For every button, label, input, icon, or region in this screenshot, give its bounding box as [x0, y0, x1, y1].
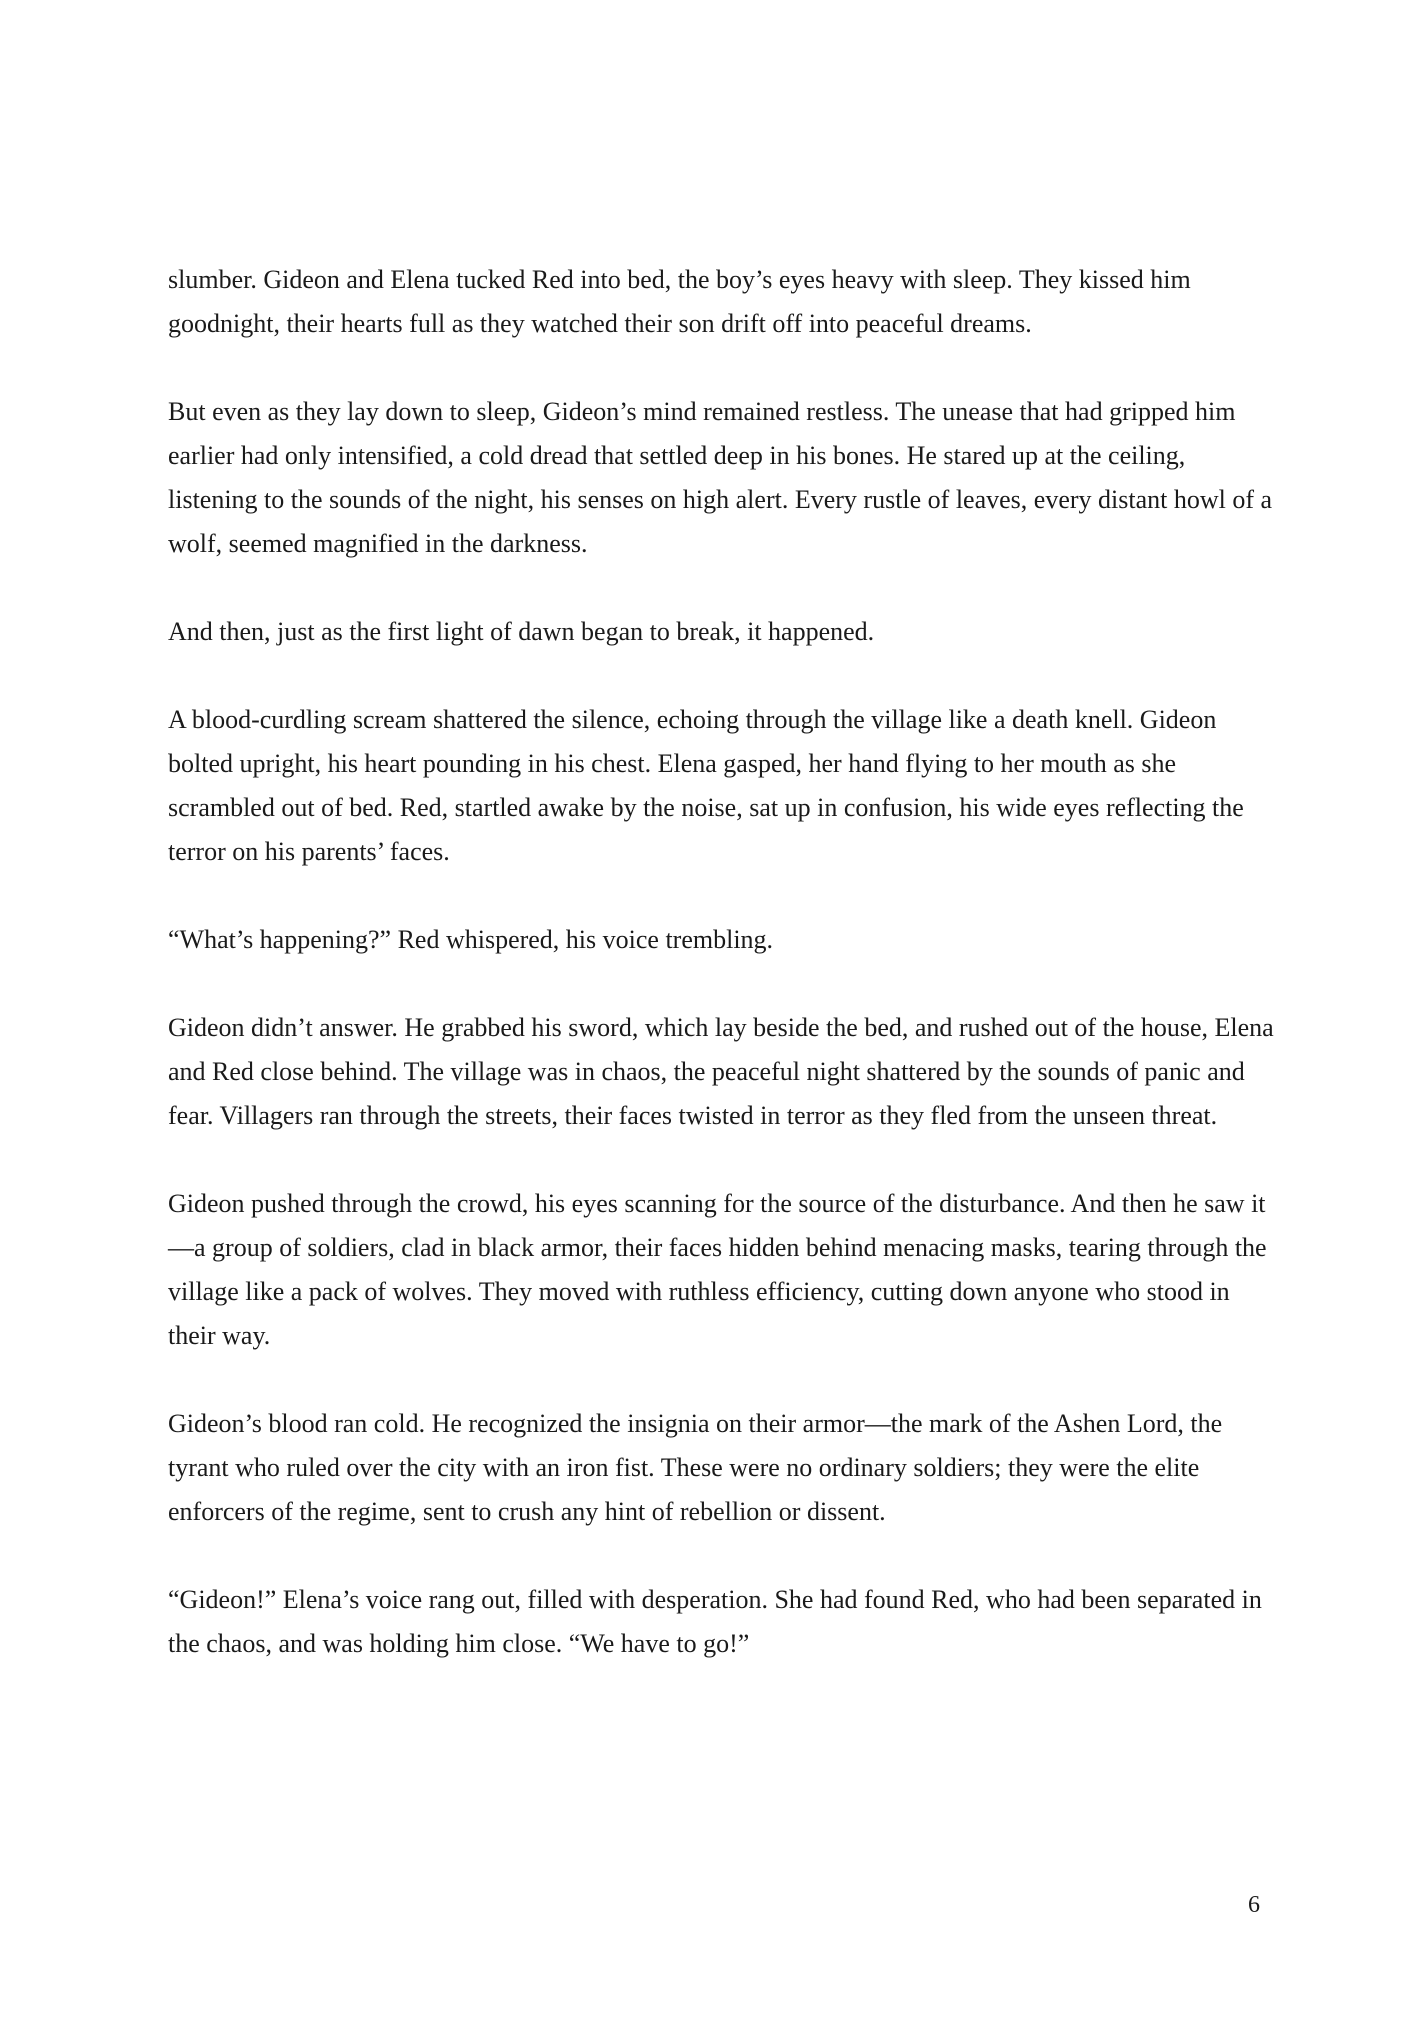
paragraph: “What’s happening?” Red whispered, his voice trembling. — [168, 925, 774, 954]
paragraph: slumber. Gideon and Elena tucked Red into bed, the boy’s eyes heavy with sleep. They kissed him goodnight, their hearts full as they watched their son drift off into peaceful dreams. — [168, 265, 1191, 338]
paragraph: Gideon’s blood ran cold. He recognized the insignia on their armor—the mark of the Ashen Lord, the tyrant who ruled over the city with an iron fist. These were no ordinary soldiers; they were the elite enforcers of the regime, sent to crush any hint of rebellion or dissent. — [168, 1409, 1223, 1526]
body-text — [168, 258, 1278, 1710]
paragraph: A blood-curdling scream shattered the silence, echoing through the village like a death knell. Gideon bolted upright, his heart pounding in his chest. Elena gasped, her hand flying to her mouth as she scrambled out of bed. Red, startled awake by the noise, sat up in confusion, his wide eyes reflecting the terror on his parents’ faces. — [168, 705, 1244, 866]
page-number: 6 — [1248, 1892, 1260, 1918]
paragraph: And then, just as the first light of dawn began to break, it happened. — [168, 617, 875, 646]
paragraph: Gideon didn’t answer. He grabbed his sword, which lay beside the bed, and rushed out of the house, Elena and Red close behind. The village was in chaos, the peaceful night shattered by the sounds of panic and fear. Villagers ran through the streets, their faces twisted in terror as they fled from the unseen threat. — [168, 1013, 1274, 1130]
paragraph: But even as they lay down to sleep, Gideon’s mind remained restless. The unease that had gripped him earlier had only intensified, a cold dread that settled deep in his bones. He stared up at the ceiling, listening to the sounds of the night, his senses on high alert. Every rustle of leaves, every distant howl of a wolf, seemed magnified in the darkness. — [168, 397, 1273, 558]
paragraph: “Gideon!” Elena’s voice rang out, filled with desperation. She had found Red, who had been separated in the chaos, and was holding him close. “We have to go!” — [168, 1585, 1262, 1658]
paragraph: Gideon pushed through the crowd, his eyes scanning for the source of the disturbance. And then he saw it—a group of soldiers, clad in black armor, their faces hidden behind menacing masks, tearing through the village like a pack of wolves. They moved with ruthless efficiency, cutting down anyone who stood in their way. — [168, 1189, 1267, 1350]
